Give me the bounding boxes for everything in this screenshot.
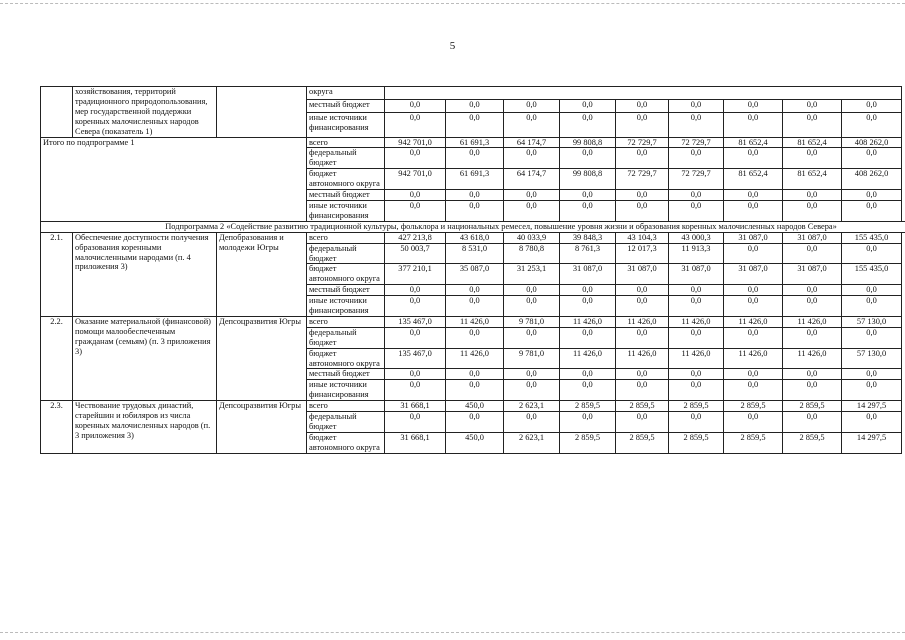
value-cell: 0,0 <box>783 243 842 264</box>
value-cell: 0,0 <box>724 285 783 296</box>
value-cell: 31 253,1 <box>504 264 560 285</box>
item-executor: Депсоцразвития Югры <box>217 316 307 400</box>
value-cell: 0,0 <box>385 200 446 221</box>
value-cell: 2 859,5 <box>783 432 842 453</box>
funding-source: местный бюджет <box>307 190 385 201</box>
value-cell: 64 174,7 <box>504 169 560 190</box>
value-cell: 0,0 <box>616 190 669 201</box>
value-cell: 0,0 <box>504 99 560 112</box>
value-cell: 0,0 <box>842 327 902 348</box>
value-cell: 0,0 <box>446 369 504 380</box>
funding-source: округа <box>307 87 385 100</box>
value-cell: 43 104,3 <box>616 232 669 243</box>
value-cell: 0,0 <box>783 112 842 137</box>
value-cell: 0,0 <box>560 327 616 348</box>
funding-source: бюджет автономного округа <box>307 432 385 453</box>
value-cell: 0,0 <box>616 285 669 296</box>
value-cell: 408 262,0 <box>842 169 902 190</box>
value-cell: 0,0 <box>842 412 902 433</box>
value-cell: 0,0 <box>504 296 560 317</box>
value-cell: 0,0 <box>669 296 724 317</box>
value-cell: 99 808,8 <box>560 169 616 190</box>
value-cell: 31 087,0 <box>783 264 842 285</box>
value-cell: 0,0 <box>724 380 783 401</box>
value-cell: 0,0 <box>560 412 616 433</box>
funding-source: местный бюджет <box>307 99 385 112</box>
value-cell: 31 087,0 <box>724 232 783 243</box>
value-cell: 8 761,3 <box>560 243 616 264</box>
value-cell: 11 426,0 <box>560 348 616 369</box>
value-cell: 0,0 <box>385 327 446 348</box>
value-cell: 0,0 <box>724 327 783 348</box>
value-cell: 81 652,4 <box>724 169 783 190</box>
value-cell: 72 729,7 <box>669 137 724 148</box>
value-cell: 72 729,7 <box>669 169 724 190</box>
value-cell: 0,0 <box>783 369 842 380</box>
value-cell: 2 859,5 <box>724 401 783 412</box>
value-cell: 11 426,0 <box>669 316 724 327</box>
value-cell: 0,0 <box>385 190 446 201</box>
value-cell: 0,0 <box>724 369 783 380</box>
value-cell: 377 210,1 <box>385 264 446 285</box>
value-cell: 50 003,7 <box>385 243 446 264</box>
value-cell: 0,0 <box>783 380 842 401</box>
value-cell: 57 130,0 <box>842 316 902 327</box>
value-cell: 0,0 <box>504 148 560 169</box>
value-cell: 0,0 <box>560 380 616 401</box>
budget-table <box>40 86 905 454</box>
value-cell: 11 913,3 <box>669 243 724 264</box>
value-cell: 450,0 <box>446 401 504 412</box>
value-cell: 408 262,0 <box>842 137 902 148</box>
value-cell: 0,0 <box>842 285 902 296</box>
value-cell: 0,0 <box>385 380 446 401</box>
value-cell: 31 087,0 <box>724 264 783 285</box>
value-cell: 0,0 <box>616 200 669 221</box>
value-cell: 0,0 <box>842 243 902 264</box>
value-cell: 61 691,3 <box>446 169 504 190</box>
value-cell: 11 426,0 <box>783 316 842 327</box>
funding-source: всего <box>307 401 385 412</box>
funding-source: федеральный бюджет <box>307 148 385 169</box>
item-executor: Депобразования и молодежи Югры <box>217 232 307 316</box>
value-cell: 0,0 <box>446 285 504 296</box>
value-cell: 0,0 <box>446 200 504 221</box>
value-cell: 0,0 <box>504 190 560 201</box>
value-cell: 43 000,3 <box>669 232 724 243</box>
value-cell: 0,0 <box>385 285 446 296</box>
value-cell: 0,0 <box>724 243 783 264</box>
value-cell: 11 426,0 <box>616 348 669 369</box>
value-cell: 942 701,0 <box>385 137 446 148</box>
value-cell: 0,0 <box>504 200 560 221</box>
value-cell: 0,0 <box>783 190 842 201</box>
value-cell: 0,0 <box>724 99 783 112</box>
total-label: Итого по подпрограмме 1 <box>41 137 307 221</box>
value-cell: 9 781,0 <box>504 348 560 369</box>
value-cell: 2 859,5 <box>560 401 616 412</box>
value-cell: 0,0 <box>616 369 669 380</box>
funding-source: федеральный бюджет <box>307 412 385 433</box>
value-cell: 2 859,5 <box>560 432 616 453</box>
value-cell: 0,0 <box>669 99 724 112</box>
value-cell: 0,0 <box>560 99 616 112</box>
value-cell: 11 426,0 <box>560 316 616 327</box>
value-cell: 0,0 <box>724 200 783 221</box>
funding-source: бюджет автономного округа <box>307 169 385 190</box>
table-row <box>41 87 905 100</box>
item-name: Обеспечение доступности получения образования коренными малочисленными народами (п. 4 приложения 3) <box>73 232 217 316</box>
value-cell: 11 426,0 <box>616 316 669 327</box>
table-row <box>41 316 905 327</box>
value-cell: 0,0 <box>783 99 842 112</box>
value-cell: 31 668,1 <box>385 401 446 412</box>
item-number: 2.2. <box>41 316 73 400</box>
item-name: хозяйствования, территорий традиционного природопользования, мер государственной поддержки коренных малочисленных народов Севера (показатель 1) <box>73 87 217 138</box>
value-cell: 0,0 <box>560 112 616 137</box>
table-row <box>41 401 905 412</box>
value-cell: 0,0 <box>669 380 724 401</box>
value-cell: 35 087,0 <box>446 264 504 285</box>
value-cell: 0,0 <box>560 285 616 296</box>
value-cell: 0,0 <box>446 99 504 112</box>
item-executor: Депсоцразвития Югры <box>217 401 307 454</box>
value-cell: 61 691,3 <box>446 137 504 148</box>
value-cell: 0,0 <box>446 148 504 169</box>
value-cell: 0,0 <box>616 327 669 348</box>
value-cell: 0,0 <box>842 148 902 169</box>
value-cell: 0,0 <box>842 380 902 401</box>
page-number: 5 <box>449 40 456 52</box>
value-cell: 2 859,5 <box>669 401 724 412</box>
value-cell: 450,0 <box>446 432 504 453</box>
funding-source: всего <box>307 232 385 243</box>
funding-source: иные источники финансирования <box>307 296 385 317</box>
value-cell: 0,0 <box>616 99 669 112</box>
item-number: 2.1. <box>41 232 73 316</box>
value-cell: 14 297,5 <box>842 432 902 453</box>
value-cell: 135 467,0 <box>385 348 446 369</box>
value-cell: 0,0 <box>669 148 724 169</box>
value-cell: 0,0 <box>560 148 616 169</box>
value-cell: 0,0 <box>504 327 560 348</box>
value-cell: 0,0 <box>724 148 783 169</box>
value-cell: 81 652,4 <box>783 169 842 190</box>
value-cell: 0,0 <box>669 112 724 137</box>
value-cell: 0,0 <box>842 200 902 221</box>
value-cell: 2 859,5 <box>783 401 842 412</box>
funding-source: федеральный бюджет <box>307 327 385 348</box>
value-cell: 0,0 <box>783 148 842 169</box>
funding-source: иные источники финансирования <box>307 112 385 137</box>
item-number <box>41 87 73 138</box>
item-number: 2.3. <box>41 401 73 454</box>
value-cell: 11 426,0 <box>724 316 783 327</box>
value-cell: 0,0 <box>669 412 724 433</box>
value-cell: 0,0 <box>385 112 446 137</box>
value-cell: 2 859,5 <box>669 432 724 453</box>
value-cell: 0,0 <box>724 190 783 201</box>
value-cell: 0,0 <box>783 296 842 317</box>
item-name: Оказание материальной (финансовой) помощи малообеспеченным гражданам (семьям) (п. 3 приложения 3) <box>73 316 217 400</box>
value-cell: 0,0 <box>385 369 446 380</box>
item-executor <box>217 87 307 138</box>
scan-edge-bottom <box>0 632 905 633</box>
value-cell: 0,0 <box>446 112 504 137</box>
value-cell: 427 213,8 <box>385 232 446 243</box>
value-cell: 135 467,0 <box>385 316 446 327</box>
value-cell: 64 174,7 <box>504 137 560 148</box>
item-name: Чествование трудовых династий, старейшин и юбиляров из числа коренных малочисленных народов (п. 3 приложения 3) <box>73 401 217 454</box>
value-cell: 155 435,0 <box>842 232 902 243</box>
funding-source: местный бюджет <box>307 285 385 296</box>
value-cell: 0,0 <box>560 200 616 221</box>
value-cell: 0,0 <box>504 112 560 137</box>
funding-source: всего <box>307 137 385 148</box>
value-cell: 2 859,5 <box>724 432 783 453</box>
value-cell: 2 859,5 <box>616 401 669 412</box>
value-cell: 0,0 <box>560 369 616 380</box>
value-cell: 0,0 <box>385 99 446 112</box>
value-cell: 0,0 <box>842 369 902 380</box>
value-cell: 2 623,1 <box>504 432 560 453</box>
value-cell: 0,0 <box>504 412 560 433</box>
scan-edge-top <box>0 3 905 4</box>
value-cell: 0,0 <box>446 327 504 348</box>
value-cell: 2 859,5 <box>616 432 669 453</box>
value-cell: 31 087,0 <box>669 264 724 285</box>
funding-source: местный бюджет <box>307 369 385 380</box>
funding-source: всего <box>307 316 385 327</box>
value-cell: 0,0 <box>504 369 560 380</box>
value-cell: 11 426,0 <box>446 316 504 327</box>
value-cell: 31 087,0 <box>616 264 669 285</box>
value-cell: 0,0 <box>616 148 669 169</box>
value-cell: 9 781,0 <box>504 316 560 327</box>
value-cell: 0,0 <box>842 99 902 112</box>
value-cell: 40 033,9 <box>504 232 560 243</box>
value-cell: 0,0 <box>783 327 842 348</box>
value-cell: 0,0 <box>385 296 446 317</box>
table-row <box>41 137 905 148</box>
value-cell: 0,0 <box>669 327 724 348</box>
value-cell: 31 668,1 <box>385 432 446 453</box>
value-cell: 0,0 <box>669 190 724 201</box>
value-cell: 31 087,0 <box>560 264 616 285</box>
value-cell: 43 618,0 <box>446 232 504 243</box>
value-cell: 8 780,8 <box>504 243 560 264</box>
funding-source: федеральный бюджет <box>307 243 385 264</box>
funding-source: бюджет автономного округа <box>307 264 385 285</box>
value-cell: 0,0 <box>842 112 902 137</box>
value-cell: 72 729,7 <box>616 169 669 190</box>
value-cell: 39 848,3 <box>560 232 616 243</box>
value-cell: 0,0 <box>560 190 616 201</box>
value-cell: 0,0 <box>669 369 724 380</box>
value-cell: 81 652,4 <box>724 137 783 148</box>
value-cell: 11 426,0 <box>783 348 842 369</box>
value-cell: 0,0 <box>724 296 783 317</box>
value-cell: 14 297,5 <box>842 401 902 412</box>
value-cell: 0,0 <box>446 412 504 433</box>
subprogram-title: Подпрограмма 2 «Содействие развитию традиционной культуры, фольклора и национальных ремесел, повышение уровня жизни и образования коренных малочисленных народов Севера» <box>41 221 905 232</box>
value-cell: 0,0 <box>669 200 724 221</box>
value-cell: 31 087,0 <box>783 232 842 243</box>
value-cell: 0,0 <box>504 285 560 296</box>
value-cell: 2 623,1 <box>504 401 560 412</box>
table-row <box>41 232 905 243</box>
value-cell: 0,0 <box>446 190 504 201</box>
value-cell: 155 435,0 <box>842 264 902 285</box>
value-cell: 11 426,0 <box>724 348 783 369</box>
table-row <box>41 221 905 232</box>
value-cell: 0,0 <box>385 148 446 169</box>
value-cell: 0,0 <box>560 296 616 317</box>
value-cell: 0,0 <box>724 112 783 137</box>
value-cell: 11 426,0 <box>446 348 504 369</box>
value-cell: 11 426,0 <box>669 348 724 369</box>
value-cell: 0,0 <box>783 285 842 296</box>
value-cell: 0,0 <box>842 190 902 201</box>
value-cell: 0,0 <box>385 412 446 433</box>
value-cell: 0,0 <box>616 412 669 433</box>
funding-source: иные источники финансирования <box>307 200 385 221</box>
value-cell: 0,0 <box>842 296 902 317</box>
value-cell: 0,0 <box>446 296 504 317</box>
value-cell: 57 130,0 <box>842 348 902 369</box>
value-cell: 0,0 <box>724 412 783 433</box>
funding-source: иные источники финансирования <box>307 380 385 401</box>
value-cell: 0,0 <box>446 380 504 401</box>
value-cell: 0,0 <box>783 412 842 433</box>
value-cell: 0,0 <box>669 285 724 296</box>
funding-source: бюджет автономного округа <box>307 348 385 369</box>
value-cell: 0,0 <box>616 112 669 137</box>
value-cell: 99 808,8 <box>560 137 616 148</box>
value-cell: 12 017,3 <box>616 243 669 264</box>
value-cell: 0,0 <box>504 380 560 401</box>
value-cell: 0,0 <box>616 296 669 317</box>
value-cell: 0,0 <box>783 200 842 221</box>
value-cell: 0,0 <box>616 380 669 401</box>
value-cell: 72 729,7 <box>616 137 669 148</box>
value-row-empty <box>385 87 902 100</box>
value-cell: 8 531,0 <box>446 243 504 264</box>
value-cell: 942 701,0 <box>385 169 446 190</box>
value-cell: 81 652,4 <box>783 137 842 148</box>
